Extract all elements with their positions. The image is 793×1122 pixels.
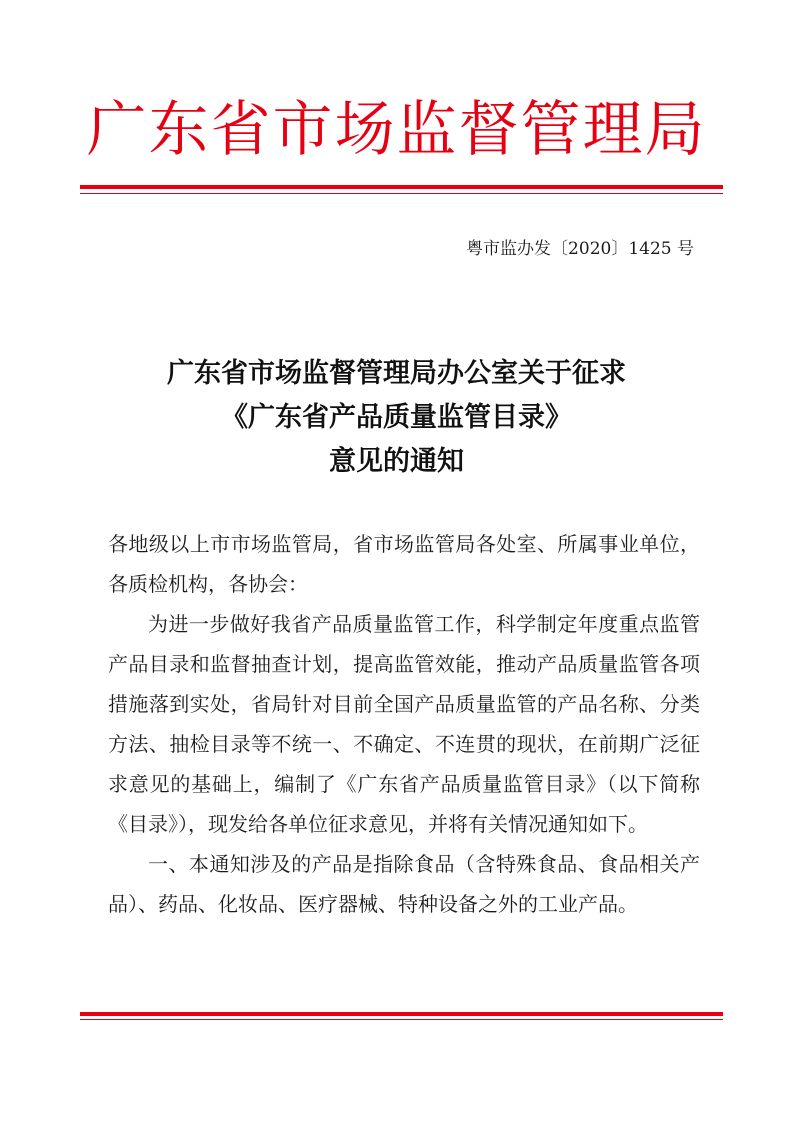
addressee: 各地级以上市市场监管局，省市场监管局各处室、所属事业单位，各质检机构，各协会： <box>108 532 700 596</box>
footer-red-rule-thin <box>80 1019 723 1020</box>
document-title <box>0 352 793 484</box>
letterhead-red-rule-thin <box>80 193 723 194</box>
document-number: 粤市监办发〔2020〕1425 号 <box>466 239 694 259</box>
body-paragraph-1: 为进一步做好我省产品质量监管工作，科学制定年度重点监管产品目录和监督抽查计划，提高监管效能，推动产品质量监管各项措施落到实处，省局针对目前全国产品质量监管的产品名称、分类方法、抽检目录等不统一、不确定、不连贯的现状，在前期广泛征求意见的基础上，编制了《广东省产品质量监管目录》（以下简称《目录》），现发给各单位征求意见，并将有关情况通知如下。 <box>108 612 700 836</box>
document-body <box>108 524 700 924</box>
title-line-3: 意见的通知 <box>329 446 464 477</box>
letterhead-org-name: 广东省市场监督管理局 <box>86 95 707 165</box>
footer-red-rule-thick <box>80 1012 723 1016</box>
body-paragraph-2: 一、本通知涉及的产品是指除食品（含特殊食品、食品相关产品）、药品、化妆品、医疗器械、特种设备之外的工业产品。 <box>108 852 700 916</box>
title-line-2: 《广东省产品质量监管目录》 <box>221 402 572 433</box>
letterhead-red-rule-thick <box>80 185 723 189</box>
title-line-1: 广东省市场监督管理局办公室关于征求 <box>167 358 626 389</box>
